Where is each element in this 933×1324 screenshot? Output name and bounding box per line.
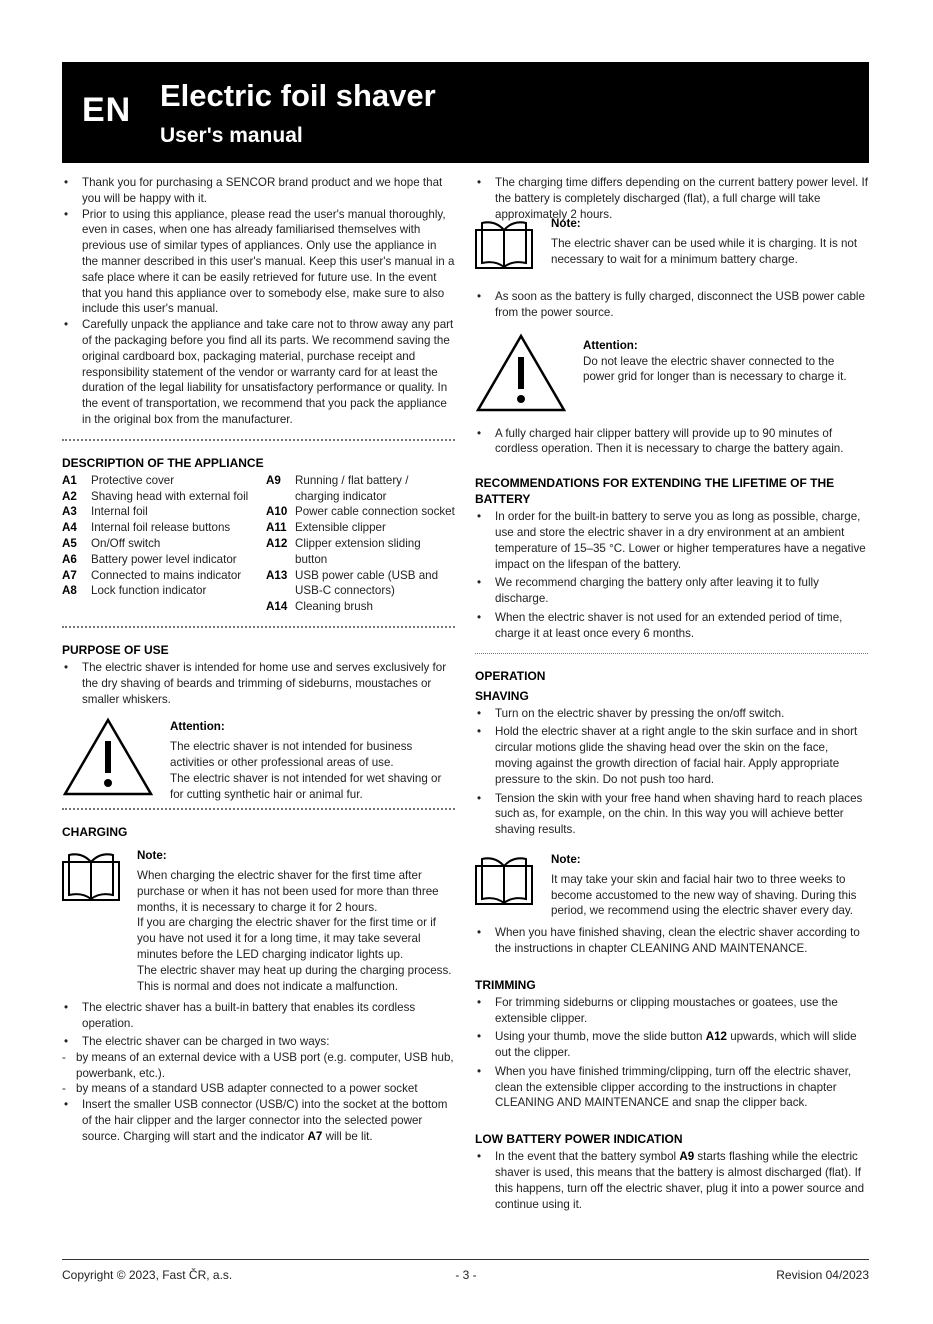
part-item (62, 583, 266, 599)
battery-runtime-list (475, 426, 868, 458)
list-item: • The electric shaver can be charged in two ways: (62, 1034, 455, 1050)
parts-list (62, 473, 455, 615)
list-item: • Carefully unpack the appliance and take care not to throw away any part of the packaging before you find all its parts. We recommend saving the original cardboard box, packaging material, purchase receipt and responsibility statement of the vendor or warranty card for at least the duration of the legal liability for unsatisfactory performance or quality. In the event of transportation, we recommend that you pack the appliance in the original box from the manufacturer. (62, 317, 455, 428)
part-item (62, 536, 266, 552)
part-label: Protective cover (91, 473, 175, 487)
list-item: • Prior to using this appliance, please read the user's manual thoroughly, even in cases, when one has already familiarised themselves with previous use of similar types of appliances. Only use the appliance in the manner described in this user's manual. Keep this user's manual in a safe place where it can be easily retrieved for future use. In the event that you hand this appliance over to somebody else, make sure to also include this user's manual. (62, 207, 455, 318)
note-line: When charging the electric shaver for the first time after purchase or when it has not been used for more than three months, it is necessary to charge it for 2 hours. (137, 869, 439, 914)
part-label: Lock function indicator (91, 584, 207, 598)
part-label: On/Off switch (91, 536, 161, 550)
list-item: • When the electric shaver is not used for an extended period of time, charge it at least once every 6 months. (475, 610, 868, 642)
part-code: A5 (62, 536, 77, 550)
trimming-list (475, 995, 868, 1112)
list-item: - by means of a standard USB adapter connected to a power socket (50, 1081, 455, 1097)
section-heading-battery-lifetime: RECOMMENDATIONS FOR EXTENDING THE LIFETIME OF THE BATTERY (475, 476, 835, 507)
note-text (137, 848, 455, 994)
part-label: Battery power level indicator (91, 552, 237, 566)
list-item: • A fully charged hair clipper battery will provide up to 90 minutes of cordless operation. Then it is necessary to charge the battery again. (475, 426, 868, 458)
subsection-heading-low-battery: LOW BATTERY POWER INDICATION (475, 1132, 683, 1147)
list-item (62, 1097, 455, 1144)
part-label: Extensible clipper (295, 521, 386, 535)
parts-column-right (266, 473, 455, 615)
list-item: • When you have finished shaving, clean the electric shaver according to the instructions in chapter CLEANING AND MAINTENANCE. (475, 925, 868, 957)
part-item (266, 599, 455, 615)
text: In the event that the battery symbol (495, 1150, 680, 1164)
attention-text (583, 333, 868, 418)
note-title: Note: (551, 217, 581, 231)
purpose-list (62, 660, 455, 707)
low-battery-list (475, 1149, 868, 1212)
part-code: A6 (62, 552, 77, 566)
part-item (62, 520, 266, 536)
charge-time-list (475, 175, 868, 222)
language-code: EN (82, 91, 132, 129)
text: upwards, which will slide out the clipper. (495, 1030, 857, 1060)
divider (62, 626, 455, 628)
part-item (62, 552, 266, 568)
part-label: Internal foil (91, 505, 148, 519)
list-item (475, 1029, 868, 1061)
attention-line: The electric shaver is not intended for wet shaving or for cutting synthetic hair or animal fur. (170, 771, 442, 801)
attention-line: Do not leave the electric shaver connected to the power grid for longer than is necessary to charge it. (583, 354, 847, 384)
part-code: A11 (266, 521, 287, 535)
note-title: Note: (137, 849, 167, 863)
list-item: - by means of an external device with a USB port (e.g. computer, USB hub, powerbank, etc.). (50, 1050, 455, 1082)
page-number: - 3 - (455, 1268, 477, 1282)
intro-list (62, 175, 455, 428)
page-title: Electric foil shaver (160, 78, 436, 113)
charging-methods (50, 1050, 455, 1097)
warning-triangle-icon (475, 333, 583, 418)
note-line: The electric shaver may heat up during the charging process. This is normal and does not indicate a malfunction. (137, 963, 452, 993)
attention-box (62, 717, 455, 802)
section-heading-charging: CHARGING (62, 825, 128, 840)
note-text (551, 216, 868, 275)
divider (62, 808, 455, 810)
note-box (475, 852, 868, 919)
list-item: • The electric shaver is intended for home use and serves exclusively for the dry shaving of beards and trimming of sideburns, moustaches or smaller whiskers. (62, 660, 455, 707)
after-shaving-list (475, 925, 868, 957)
note-line: The electric shaver can be used while it is charging. It is not necessary to wait for a minimum battery charge. (551, 237, 858, 266)
part-code: A7 (62, 568, 77, 582)
subsection-heading-trimming: TRIMMING (475, 977, 536, 992)
note-line: If you are charging the electric shaver for the first time or if you have not used it for a long time, it may take several minutes before the LED charging indicator lights up. (137, 916, 436, 962)
battery-recommendations (475, 509, 868, 641)
part-item (266, 520, 455, 536)
list-item: • For trimming sideburns or clipping moustaches or goatees, use the extensible clipper. (475, 995, 868, 1027)
part-code: A8 (62, 584, 77, 598)
page-subtitle: User's manual (160, 124, 303, 147)
part-code: A10 (266, 505, 288, 519)
part-item (62, 504, 266, 520)
part-code: A14 (266, 600, 288, 614)
part-code: A2 (62, 489, 77, 503)
footer-revision: Revision 04/2023 (776, 1268, 869, 1282)
note-text (551, 852, 868, 919)
right-column (475, 175, 868, 1212)
subsection-heading-shaving: SHAVING (475, 688, 529, 703)
part-label: Clipper extension sliding button (295, 536, 421, 566)
list-item: • The charging time differs depending on the current battery power level. If the battery is completely discharged (flat), a full charge will take approximately 2 hours. (475, 175, 868, 222)
attention-title: Attention: (170, 720, 225, 734)
footer-copyright: Copyright © 2023, Fast ČR, a.s. (62, 1268, 233, 1282)
note-line: It may take your skin and facial hair two to three weeks to become accustomed to the new way of shaving. During this period, we recommend using the electric shaver every day. (551, 872, 857, 918)
disconnect-list (475, 289, 868, 321)
text: will be lit. (322, 1129, 373, 1143)
note-title: Note: (551, 852, 581, 866)
list-item: • When you have finished trimming/clipping, turn off the electric shaver, clean the extensible clipper according to the instructions in chapter CLEANING AND MAINTENANCE and snap the clipper back. (475, 1064, 868, 1111)
part-item (266, 536, 455, 568)
list-item: • Tension the skin with your free hand when shaving hard to reach places such as, for example, on the chin. In this way you will achieve better shaving results. (475, 791, 868, 838)
part-code: A3 (62, 505, 77, 519)
part-item (62, 473, 266, 489)
page-header (62, 62, 869, 163)
part-item (266, 473, 455, 505)
text: starts flashing while the electric shaver is used, this means that the battery is almost discharged (flat). If this happens, turn off the electric shaver, plug it into a power source and continue using it. (495, 1150, 865, 1211)
part-label: Cleaning brush (295, 600, 373, 614)
parts-column-left (62, 473, 266, 615)
book-icon (62, 848, 137, 994)
section-heading-purpose: PURPOSE OF USE (62, 642, 169, 657)
list-item: • We recommend charging the battery only after leaving it to fully discharge. (475, 575, 868, 607)
list-item: • Turn on the electric shaver by pressing the on/off switch. (475, 706, 868, 722)
part-label: USB power cable (USB and USB-C connectors) (295, 568, 439, 598)
list-item: • The electric shaver has a built-in battery that enables its cordless operation. (62, 1000, 455, 1032)
charging-list (62, 1000, 455, 1049)
part-item (62, 489, 266, 505)
part-code: A1 (62, 473, 77, 487)
divider (62, 439, 455, 441)
note-box (62, 848, 455, 994)
attention-title: Attention: (583, 338, 638, 352)
attention-text (170, 717, 455, 802)
part-item (266, 568, 455, 600)
part-item (62, 568, 266, 584)
part-code: A12 (266, 536, 288, 550)
part-code: A13 (266, 568, 288, 582)
part-item (266, 504, 455, 520)
part-label: Shaving head with external foil (91, 489, 249, 503)
list-item: • Hold the electric shaver at a right angle to the skin surface and in short circular motions glide the shaving head over the skin on the face, moving against the growth direction of facial hair. Apply appropriate pressure to the skin. Do not push too hard. (475, 724, 868, 787)
part-reference: A9 (679, 1150, 695, 1164)
note-box (475, 216, 868, 275)
text: Insert the smaller USB connector (USB/C) into the socket at the bottom of the hair clipper and the larger connector into the selected power source. Charging will start and the indicator (82, 1098, 448, 1143)
section-heading-operation: OPERATION (475, 668, 546, 683)
shaving-list (475, 706, 868, 838)
attention-box (475, 333, 868, 418)
part-code: A4 (62, 521, 77, 535)
list-item: • As soon as the battery is fully charged, disconnect the USB power cable from the power source. (475, 289, 868, 321)
section-heading-description: DESCRIPTION OF THE APPLIANCE (62, 455, 264, 470)
book-icon (475, 216, 551, 275)
part-code: A9 (266, 473, 281, 487)
part-label: Connected to mains indicator (91, 568, 242, 582)
part-label: Power cable connection socket (295, 505, 455, 519)
divider (475, 653, 868, 654)
part-label: Running / flat battery / charging indicator (295, 473, 409, 503)
footer-divider (62, 1259, 869, 1260)
book-icon (475, 852, 551, 919)
part-label: Internal foil release buttons (91, 521, 231, 535)
text: Using your thumb, move the slide button (495, 1030, 706, 1044)
warning-triangle-icon (62, 717, 170, 802)
left-column (62, 175, 455, 1145)
attention-line: The electric shaver is not intended for business activities or other professional areas of use. (170, 740, 413, 769)
charging-list-2 (62, 1097, 455, 1144)
list-item (475, 1149, 868, 1212)
part-reference: A12 (705, 1030, 728, 1044)
list-item: • Thank you for purchasing a SENCOR brand product and we hope that you will be happy with it. (62, 175, 455, 207)
list-item: • In order for the built-in battery to serve you as long as possible, charge, use and store the electric shaver in a dry environment at an ambient temperature of 15–35 °C. Lower or higher temperatures have a negative impact on the lifespan of the battery. (475, 509, 868, 572)
part-reference: A7 (307, 1129, 323, 1143)
